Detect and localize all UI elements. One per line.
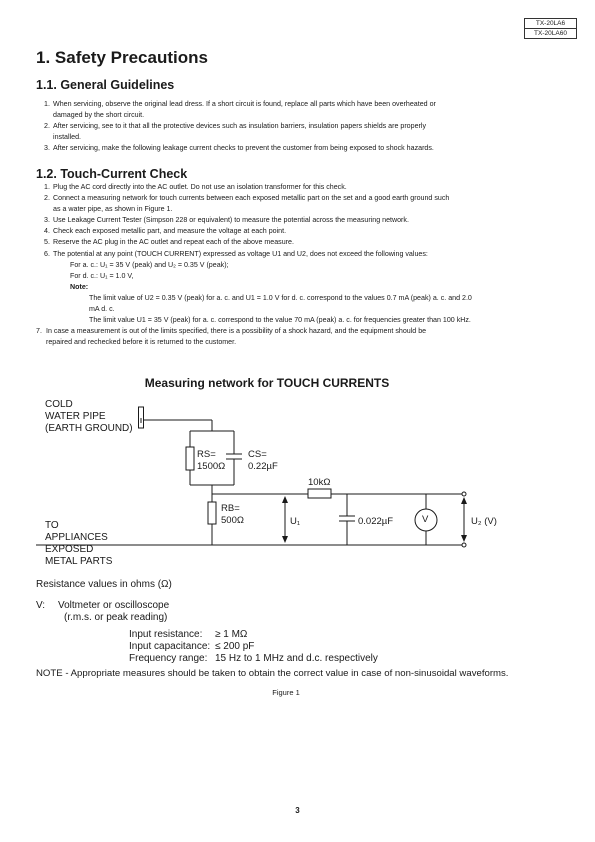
list-item: 1. Plug the AC cord directly into the AC outlet. Do not use an isolation transformer for this check. — [44, 183, 347, 191]
model-number: TX-20LA60 — [525, 28, 576, 38]
resistance-note: Resistance values in ohms (Ω) — [36, 579, 172, 590]
spec-value: ≥ 1 MΩ — [215, 629, 248, 640]
voltmeter-description: Voltmeter or oscilloscope (r.m.s. or peak reading) — [58, 600, 170, 623]
note-label: Note: — [70, 282, 89, 291]
list-item: 3. After servicing, make the following leakage current checks to prevent the customer from being exposed to shock hazards. — [44, 144, 434, 153]
spec-label: Input resistance: — [129, 629, 203, 640]
rs-label: RS= — [197, 449, 216, 460]
figure-title: Measuring network for TOUCH CURRENTS — [144, 376, 390, 390]
water-pipe-symbol — [139, 407, 144, 428]
page-number: 3 — [295, 806, 300, 815]
list-item: 3. Use Leakage Current Tester (Simpson 228 or equivalent) to measure the potential across the measuring network. — [44, 216, 409, 225]
spec-value: ≤ 200 pF — [215, 641, 255, 652]
spec-label: Frequency range: — [129, 653, 208, 664]
spec-label: Input capacitance: — [129, 641, 211, 652]
list-item: 5. Reserve the AC plug in the AC outlet and repeat each of the above measure. — [44, 238, 294, 247]
list-item: 2. After servicing, see to it that all the protective devices such as insulation barriers, insulation papers shields are properly installed. — [44, 122, 427, 142]
list-item: 7. In case a measurement is out of the limits specified, there is a possibility of a shock hazard, and the equipment should be repaired and rechecked before it is returned to the customer. — [36, 327, 427, 347]
rb-value: 500Ω — [221, 515, 244, 526]
u1-label: U₁ — [290, 516, 301, 527]
spec-value: 15 Hz to 1 MHz and d.c. respectively — [215, 653, 378, 664]
rs-value: 1500Ω — [197, 461, 226, 472]
resistor-rb — [208, 502, 216, 524]
resistor-rs — [186, 447, 194, 470]
resistor-10k — [308, 489, 331, 498]
voltmeter-v-label: V — [422, 514, 429, 525]
page-title: 1. Safety Precautions — [36, 48, 208, 67]
cs-value: 0.22µF — [248, 461, 278, 472]
list-item: 4. Check each exposed metallic part, and measure the voltage at each point. — [44, 227, 287, 236]
r10k-label: 10kΩ — [308, 477, 331, 488]
to-appliances-label: TO APPLIANCES EXPOSED METAL PARTS — [45, 520, 113, 567]
cold-water-pipe-label: COLD WATER PIPE (EARTH GROUND) — [45, 399, 133, 434]
c0022-label: 0.022µF — [358, 516, 394, 527]
list-item: 2. Connect a measuring network for touch currents between each exposed metallic part on the set and a good earth ground such as a water pipe, as shown in Figure 1. — [44, 194, 450, 214]
waveform-note: NOTE - Appropriate measures should be taken to obtain the correct value in case of non-sinusoidal waveforms. — [36, 668, 509, 679]
rb-label: RB= — [221, 503, 240, 514]
section-heading-general-guidelines: 1.1. General Guidelines — [36, 78, 175, 92]
cs-label: CS= — [248, 449, 267, 460]
v-label: V: — [36, 600, 46, 611]
list-item: 6. The potential at any point (TOUCH CURRENT) expressed as voltage U1 and U2, does not exceed the following values: For a. c.: U₁ = 35 V (peak) and U₂ = 0.35 V (peak); For d. c.: U₁ = 1.0 V, Note: The limit value of U2 = 0.35 V (peak) for a. c. and U1 = 1.0 V for d. c. correspond to the values 0.7 mA (peak) a. c. and 2.0 mA d. c. The limit value U1 = 35 V (peak) for a. c. correspond to the value 70 mA (peak) a. c. for frequencies greater than 100 kHz. — [36, 249, 566, 327]
list-item: 1. When servicing, observe the original lead dress. If a short circuit is found, replace all parts which have been overheated or damaged by the short circuit. — [44, 100, 436, 120]
section-heading-touch-current: 1.2. Touch-Current Check — [36, 167, 188, 181]
u2-label: U₂ (V) — [471, 516, 497, 527]
figure-caption: Figure 1 — [272, 688, 300, 697]
model-number: TX-20LA6 — [535, 20, 566, 27]
